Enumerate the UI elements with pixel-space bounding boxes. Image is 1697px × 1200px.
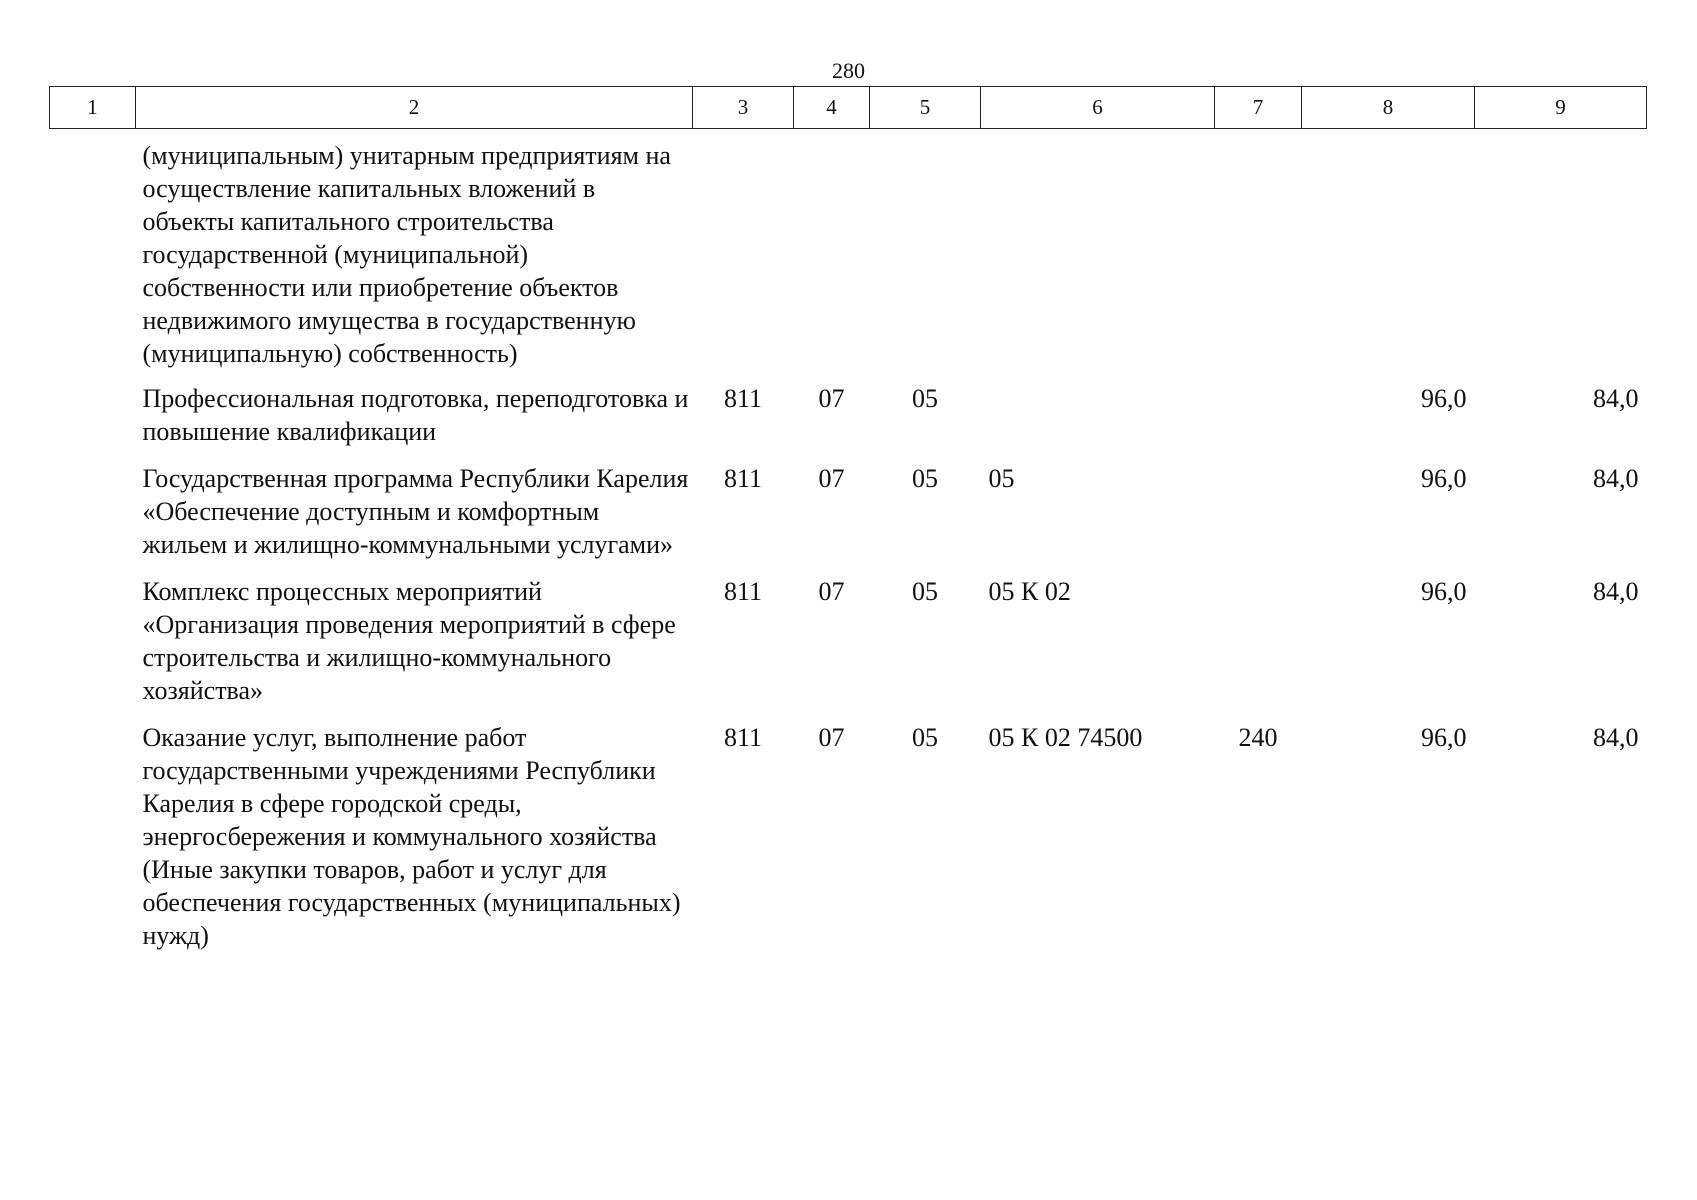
cell-amount-2: 84,0 <box>1593 723 1639 752</box>
column-header-4: 4 <box>794 87 870 129</box>
table-row <box>50 382 1647 462</box>
cell-expense-type <box>1215 382 1302 462</box>
cell-amount-2: 84,0 <box>1593 464 1639 493</box>
column-header-9: 9 <box>1475 87 1647 129</box>
page-number: 280 <box>832 58 865 83</box>
cell-empty <box>693 129 794 383</box>
cell-ministry-code: 811 <box>723 464 763 493</box>
row-name: Профессиональная подготовка, переподготовка и повышение квалификации <box>142 384 689 446</box>
continuation-row <box>50 129 1647 383</box>
cell-subsection: 05 <box>912 384 938 413</box>
cell-empty <box>1215 129 1302 383</box>
cell-amount-1: 96,0 <box>1421 384 1467 413</box>
cell-expense-type: 240 <box>1238 723 1278 752</box>
header-row <box>50 87 1647 129</box>
cell-empty <box>794 129 870 383</box>
budget-table <box>49 86 1647 966</box>
table-row <box>50 721 1647 966</box>
cell-section: 07 <box>818 384 845 413</box>
cell-subsection: 05 <box>912 723 938 752</box>
cell-empty <box>870 129 981 383</box>
cell-amount-1: 96,0 <box>1421 464 1467 493</box>
row-name: Государственная программа Республики Карелия «Обеспечение доступным и комфортным жильем и жилищно-коммунальными услугами» <box>142 464 689 559</box>
cell-section: 07 <box>818 723 845 752</box>
continuation-text: (муниципальным) унитарным предприятиям на осуществление капитальных вложений в объекты капитального строительства государственной (муниципальной) собственности или приобретение объектов недвижимого имущества в государственную (муниципальную) собственность) <box>142 141 671 368</box>
cell-expense-type <box>1215 462 1302 575</box>
cell-empty <box>1475 129 1647 383</box>
row-name: Оказание услуг, выполнение работ государственными учреждениями Республики Карелия в сфере городской среды, энергосбережения и коммунального хозяйства (Иные закупки товаров, работ и услуг для обеспечения государственных (муниципальных) нужд) <box>142 723 681 950</box>
column-header-8: 8 <box>1302 87 1475 129</box>
row-name: Комплекс процессных мероприятий «Организация проведения мероприятий в сфере строительства и жилищно-коммунального хозяйства» <box>142 577 676 705</box>
column-header-6: 6 <box>981 87 1215 129</box>
cell-amount-2: 84,0 <box>1593 384 1639 413</box>
column-header-7: 7 <box>1215 87 1302 129</box>
cell-empty <box>1302 129 1475 383</box>
cell-subsection: 05 <box>912 577 938 606</box>
cell-amount-1: 96,0 <box>1421 577 1467 606</box>
cell-ministry-code: 811 <box>723 577 763 606</box>
table-header <box>50 87 1647 129</box>
cell-empty <box>50 721 136 966</box>
column-header-3: 3 <box>693 87 794 129</box>
column-header-2: 2 <box>136 87 693 129</box>
cell-amount-2: 84,0 <box>1593 577 1639 606</box>
cell-target-article: 05 К 02 <box>988 577 1071 606</box>
cell-target-article: 05 К 02 74500 <box>988 723 1143 752</box>
cell-ministry-code: 811 <box>723 384 763 413</box>
cell-amount-1: 96,0 <box>1421 723 1467 752</box>
cell-empty <box>50 129 136 383</box>
cell-empty <box>50 382 136 462</box>
cell-empty <box>981 129 1215 383</box>
table-body <box>50 129 1647 967</box>
column-header-1: 1 <box>50 87 136 129</box>
table-row <box>50 575 1647 721</box>
column-header-5: 5 <box>870 87 981 129</box>
cell-ministry-code: 811 <box>723 723 763 752</box>
cell-section: 07 <box>818 577 845 606</box>
cell-expense-type <box>1215 575 1302 721</box>
cell-subsection: 05 <box>912 464 938 493</box>
cell-empty <box>50 575 136 721</box>
cell-section: 07 <box>818 464 845 493</box>
cell-target-article: 05 <box>988 464 1015 493</box>
table-row <box>50 462 1647 575</box>
cell-empty <box>50 462 136 575</box>
cell-target-article <box>981 382 1215 462</box>
